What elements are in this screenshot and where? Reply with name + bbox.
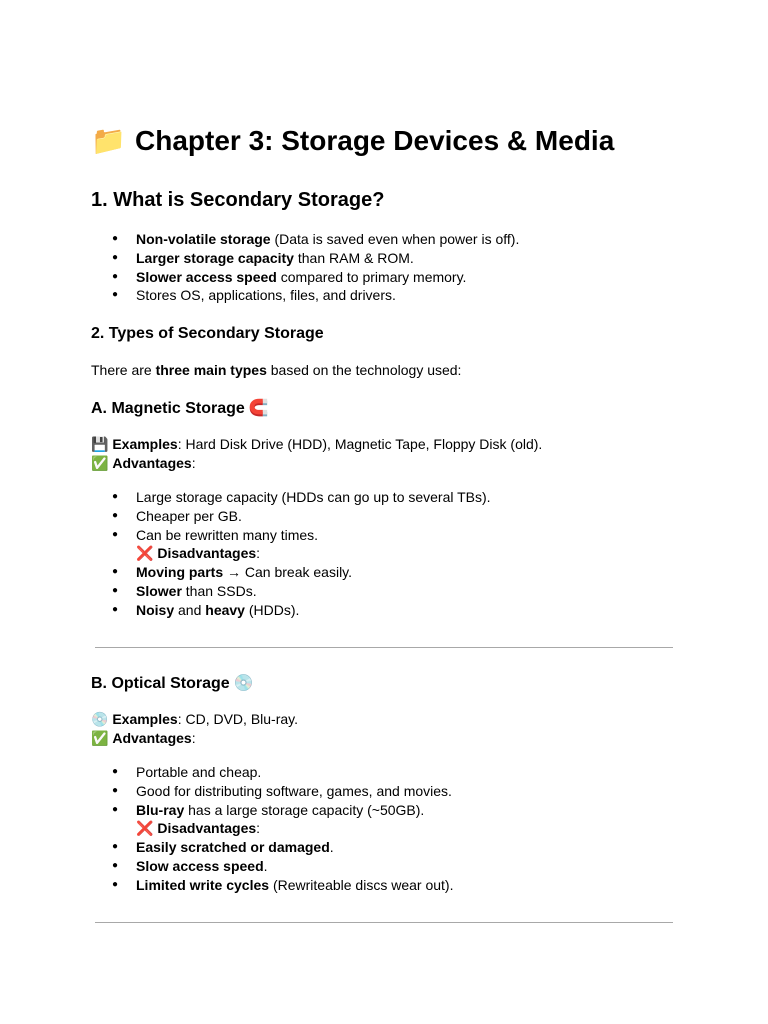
magnetic-advantages-label: ✅ Advantages:: [91, 455, 196, 471]
cross-mark-icon: ❌: [136, 820, 154, 837]
optical-disc-icon: 💿: [233, 675, 254, 692]
list-item: ● Good for distributing software, games, and movies.: [91, 782, 453, 801]
list-item: ● Slow access speed.: [91, 857, 453, 876]
magnet-icon: 🧲: [248, 400, 269, 417]
list-item: ● Cheaper per GB.: [91, 507, 491, 526]
optical-storage-heading: B. Optical Storage 💿: [91, 675, 254, 692]
chapter-title: [91, 121, 614, 161]
list-item: ● Limited write cycles (Rewriteable discs wear out).: [91, 876, 453, 895]
section-2-heading: 2. Types of Secondary Storage: [91, 325, 324, 342]
magnetic-list: [91, 488, 491, 620]
optical-disadvantages-label: ❌ Disadvantages:: [136, 820, 261, 837]
list-item: ● Stores OS, applications, files, and drivers.: [91, 286, 519, 305]
optical-advantages-label: ✅ Advantages:: [91, 730, 196, 746]
list-item: ● Blu-ray has a large storage capacity (~50GB).: [91, 801, 453, 820]
list-item: ● Moving parts → Can break easily.: [91, 563, 491, 582]
optical-examples: 💿 Examples: CD, DVD, Blu-ray.: [91, 711, 299, 727]
list-item: ● Slower than SSDs.: [91, 582, 491, 601]
list-item: ● Portable and cheap.: [91, 763, 453, 782]
magnetic-disadvantages-label: ❌ Disadvantages:: [136, 545, 261, 562]
section-1-heading: 1. What is Secondary Storage?: [91, 189, 385, 211]
list-item: ● Easily scratched or damaged.: [91, 838, 453, 857]
cross-mark-icon: ❌: [136, 545, 154, 562]
list-item: ● Noisy and heavy (HDDs).: [91, 601, 491, 620]
magnetic-storage-heading: A. Magnetic Storage 🧲: [91, 400, 269, 417]
magnetic-examples: 💾 Examples: Hard Disk Drive (HDD), Magnetic Tape, Floppy Disk (old).: [91, 436, 543, 452]
chapter-title-text: Chapter 3: Storage Devices & Media: [135, 125, 615, 156]
floppy-disk-icon: 💾: [91, 436, 109, 452]
optical-list: [91, 763, 453, 895]
section-2-intro: There are three main types based on the technology used:: [91, 362, 462, 378]
list-item: ● Larger storage capacity than RAM & ROM.: [91, 249, 519, 268]
list-item: ● Can be rewritten many times.: [91, 526, 491, 545]
check-mark-icon: ✅: [91, 455, 109, 471]
list-item: ● Non-volatile storage (Data is saved even when power is off).: [91, 230, 519, 249]
horizontal-rule: [95, 647, 673, 648]
optical-disc-icon: 💿: [91, 711, 109, 727]
list-item: ● Slower access speed compared to primary memory.: [91, 268, 519, 287]
folder-icon: 📁: [91, 125, 126, 156]
check-mark-icon: ✅: [91, 730, 109, 746]
secondary-storage-list: [91, 230, 519, 305]
list-item: ● Large storage capacity (HDDs can go up to several TBs).: [91, 488, 491, 507]
horizontal-rule: [95, 922, 673, 923]
